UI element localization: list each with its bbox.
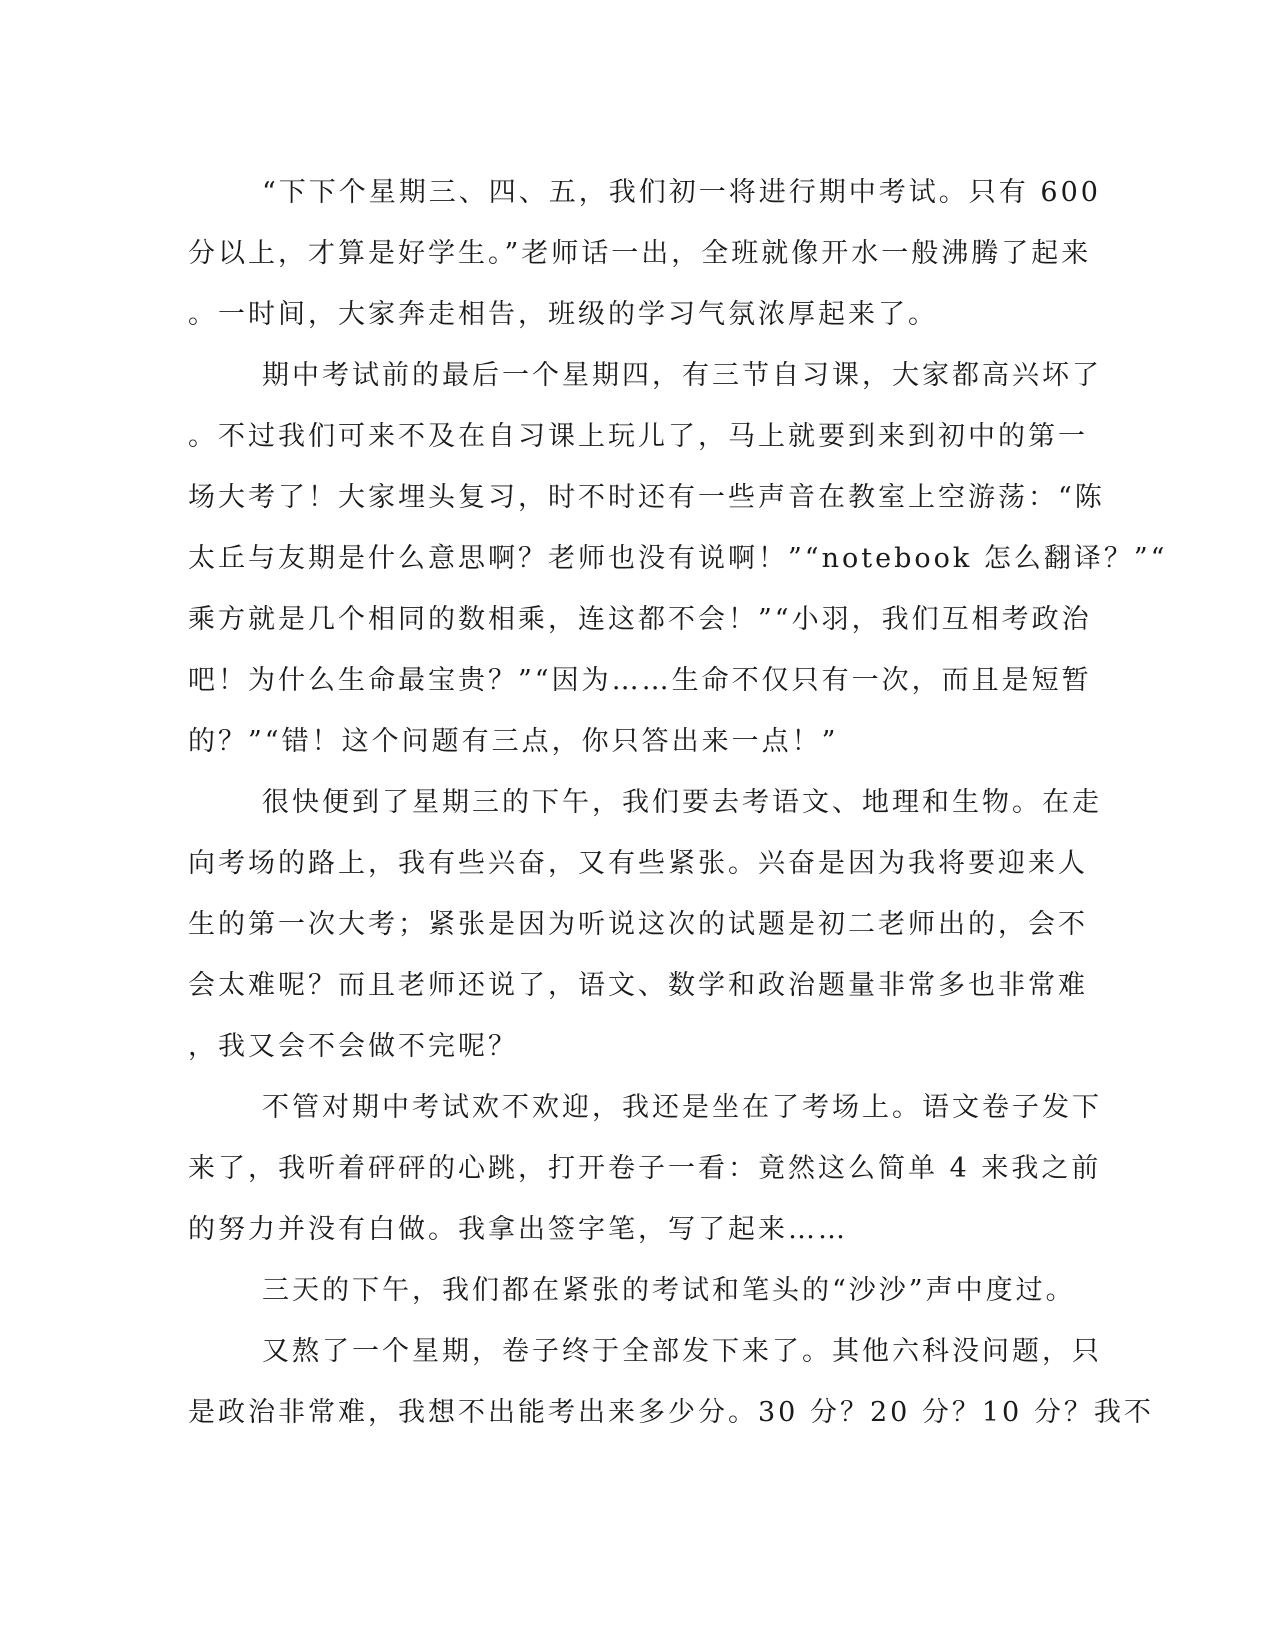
text-line-7: 太丘与友期是什么意思啊？老师也没有说啊！”“notebook 怎么翻译？”“	[188, 543, 1168, 574]
text-line-20: 又熬了一个星期，卷子终于全部发下来了。其他六科没问题，只	[262, 1336, 1102, 1367]
text-line-8: 乘方就是几个相同的数相乘，连这都不会！”“小羽，我们互相考政治	[188, 604, 1092, 635]
text-line-10: 的？”“错！这个问题有三点，你只答出来一点！”	[188, 726, 839, 757]
text-line-6: 场大考了！大家埋头复习，时不时还有一些声音在教室上空游荡：“陈	[188, 482, 1105, 513]
text-line-17: 来了，我听着砰砰的心跳，打开卷子一看：竟然这么简单 4 来我之前	[188, 1153, 1102, 1184]
text-line-21: 是政治非常难，我想不出能考出来多少分。30 分？20 分？10 分？我不	[188, 1397, 1154, 1428]
text-line-9: 吧！为什么生命最宝贵？”“因为……生命不仅只有一次，而且是短暂	[188, 665, 1092, 696]
text-line-4: 期中考试前的最后一个星期四，有三节自习课，大家都高兴坏了	[262, 360, 1102, 391]
text-line-1: “下下个星期三、四、五，我们初一将进行期中考试。只有 600	[262, 177, 1101, 208]
text-line-3: 。一时间，大家奔走相告，班级的学习气氛浓厚起来了。	[188, 299, 938, 330]
text-line-2: 分以上，才算是好学生。”老师话一出，全班就像开水一般沸腾了起来	[188, 238, 1092, 269]
text-line-11: 很快便到了星期三的下午，我们要去考语文、地理和生物。在走	[262, 787, 1102, 818]
text-line-19: 三天的下午，我们都在紧张的考试和笔头的“沙沙”声中度过。	[262, 1275, 1076, 1306]
text-line-13: 生的第一次大考；紧张是因为听说这次的试题是初二老师出的，会不	[188, 909, 1088, 940]
text-line-12: 向考场的路上，我有些兴奋，又有些紧张。兴奋是因为我将要迎来人	[188, 848, 1088, 879]
text-line-14: 会太难呢？而且老师还说了，语文、数学和政治题量非常多也非常难	[188, 970, 1088, 1001]
text-line-16: 不管对期中考试欢不欢迎，我还是坐在了考场上。语文卷子发下	[262, 1092, 1102, 1123]
text-line-15: ，我又会不会做不完呢？	[188, 1031, 518, 1062]
text-line-5: 。不过我们可来不及在自习课上玩儿了，马上就要到来到初中的第一	[188, 421, 1088, 452]
text-line-18: 的努力并没有白做。我拿出签字笔，写了起来……	[188, 1214, 848, 1245]
essay-body	[188, 162, 1168, 1443]
